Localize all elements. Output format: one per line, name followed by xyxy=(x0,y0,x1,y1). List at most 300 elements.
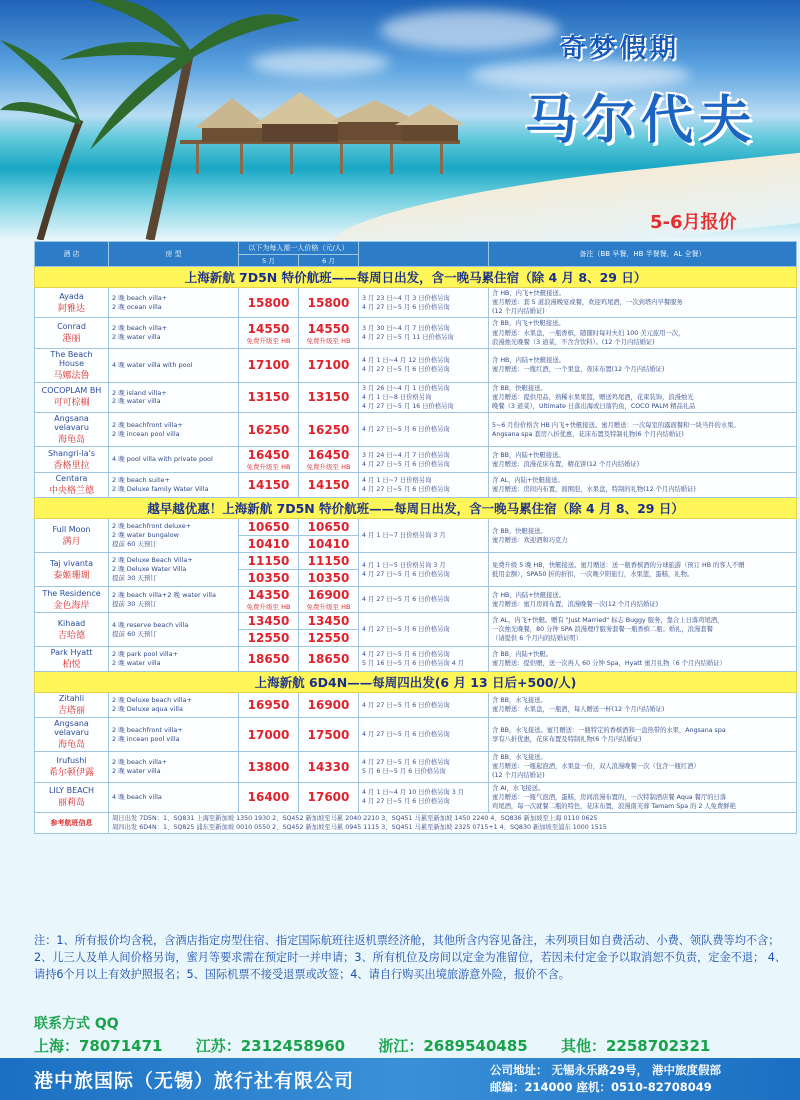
price-early xyxy=(299,536,359,553)
date-line: 3 月 26 日~4 月 1 日价格另询 xyxy=(362,384,450,392)
price-may xyxy=(239,718,299,752)
hero-banner xyxy=(0,0,800,240)
section-header xyxy=(35,672,797,693)
price-early xyxy=(239,630,299,647)
note-line: 蜜月赠送：一瓶起泡酒，水果盘一份，双人浪漫晚餐一次（包含一瓶红酒） xyxy=(492,763,700,771)
hotel-name-cn: 阿雅达 xyxy=(57,303,85,314)
price-value: 14350 xyxy=(247,588,290,603)
notes-cell xyxy=(489,782,797,812)
price-may xyxy=(239,382,299,412)
flight-ref-lines xyxy=(109,812,797,833)
table-row xyxy=(35,718,797,752)
room-line: 2 晚 Deluxe family Water Villa xyxy=(112,485,209,494)
date-line: 4 月 27 日~5 月 6 日价格另询 xyxy=(362,798,450,806)
date-line: 4 月 27 日~5 月 6 日价格另询 xyxy=(362,651,450,658)
room-line: 2 晚 water villa xyxy=(112,766,161,775)
note-line: 浪漫烛光晚餐（3 道菜，不含含饮料）。(12 个月内结婚证) xyxy=(492,338,655,346)
price-note: 免费升级至 HB xyxy=(246,336,291,345)
price-may xyxy=(239,519,299,536)
hotel-name-en: Taj vivanta xyxy=(50,558,93,568)
notes-cell xyxy=(489,318,797,348)
hotel-name-en: Conrad xyxy=(57,322,86,332)
date-line: 4 月 27 日~5 月 16 日价格另询 xyxy=(362,403,454,410)
date-line: 4 月 27 日~5 月 6 日价格另询 xyxy=(362,570,450,578)
date-line: 4 月 1 日~4 月 12 日价格另询 xyxy=(362,357,450,365)
date-line: 4 月 1 日~5 日价格另询 3 月 xyxy=(362,561,446,569)
note-line: 含 BB，快艇接送。 xyxy=(492,527,547,535)
room-line: 2 晚 park pool villa+ xyxy=(112,650,179,659)
dates-cell xyxy=(359,693,489,718)
room-line: 4 晚 pool villa with private pool xyxy=(112,455,213,464)
note-line: 蜜月赠送：一瓶红酒，一个果盘，夜床布置(12 个月内结婚证) xyxy=(492,366,665,374)
price-may xyxy=(239,587,299,613)
brand-title: 奇梦假期 xyxy=(560,34,681,64)
col-notes: 备注（BB 早餐，HB 半餐餐，AL 全餐） xyxy=(489,242,797,267)
note-line: 含 HB，内陆+快艇接送。 xyxy=(492,357,566,365)
room-cell xyxy=(109,553,239,587)
price-value: 16250 xyxy=(307,422,350,437)
price-value: 16450 xyxy=(247,448,290,463)
price-may xyxy=(239,613,299,630)
hotel-name-cn: 港丽 xyxy=(62,334,81,345)
contact-heading: 联系方式 QQ xyxy=(34,1016,119,1032)
price-jun xyxy=(299,613,359,630)
room-line: 4 晚 reserve beach villa xyxy=(112,620,189,629)
note-line: 一次烛光晚餐，80 分钟 SPA 浪漫理疗服务套餐一瓶香槟二瓶；婚礼，浪漫套餐 xyxy=(492,626,713,634)
price-value: 17100 xyxy=(247,358,290,373)
price-value: 11150 xyxy=(247,554,290,569)
table-row xyxy=(35,693,797,718)
note-line: 蜜月赠送：房间内布置，面围泡，水果盘，特制的礼物(12 个月内结婚证) xyxy=(492,486,696,494)
price-note: 免费升级至 HB xyxy=(306,336,351,345)
hotel-cell xyxy=(35,587,109,613)
col-dates xyxy=(359,242,489,267)
notes-cell xyxy=(489,647,797,672)
price-jun xyxy=(299,288,359,318)
price-value: 16900 xyxy=(307,588,350,603)
room-line: 2 晚 Deluxe Water Villa xyxy=(112,565,187,574)
hotel-name-cn: 海龟岛 xyxy=(57,740,85,751)
hotel-cell xyxy=(35,348,109,382)
price-may xyxy=(239,318,299,348)
flight-ref-row xyxy=(35,812,797,833)
note-line: 含 BB，水飞接送。蜜月赠送：一瓶特定的香槟酒和一盘热带的水果，Angsana spa xyxy=(492,726,726,734)
hotel-name-cn: 满月 xyxy=(62,536,81,547)
price-note: 免费升级至 HB xyxy=(246,603,291,612)
note-line: (12 个月内结婚证) xyxy=(492,308,545,316)
notes-cell xyxy=(489,382,797,412)
contact-row xyxy=(34,1035,794,1056)
note-line: 蜜月赠送：欢迎酒和巧克力 xyxy=(492,536,568,544)
room-line: 4 晚 water villa with pool xyxy=(112,360,193,369)
price-value: 10350 xyxy=(307,571,350,586)
hotel-name-cn: 海龟岛 xyxy=(57,435,85,446)
dates-cell xyxy=(359,718,489,752)
room-cell xyxy=(109,587,239,613)
table-row xyxy=(35,318,797,348)
price-jun xyxy=(299,752,359,782)
price-value: 13450 xyxy=(307,614,350,629)
note-line: 免费升级 5 晚 HB，快艇接送。蜜月赠送：送一瓶香槟酒的分球旅游（预订 HB 的客人不赠 xyxy=(492,561,745,569)
dates-cell xyxy=(359,473,489,498)
dates-cell xyxy=(359,613,489,647)
room-cell xyxy=(109,647,239,672)
hotel-cell xyxy=(35,473,109,498)
note-line: 含 BB，水飞接送。 xyxy=(492,754,547,762)
note-line: 蜜月赠送：水果盘，一瓶酒，每人赠送一杯(12 个月内结婚证) xyxy=(492,706,665,714)
notes-cell xyxy=(489,519,797,553)
note-line: 含 BB，内陆+快艇接送。 xyxy=(492,451,565,459)
destination-title: 马尔代夫 xyxy=(525,90,758,151)
table-row xyxy=(35,447,797,473)
price-may xyxy=(239,647,299,672)
hotel-name-en: Angsana velavaru xyxy=(54,719,89,738)
hotel-cell xyxy=(35,447,109,473)
price-may xyxy=(239,413,299,447)
notes-cell xyxy=(489,473,797,498)
address-line: 公司地址： 无锡永乐路29号， 港中旅度假部 xyxy=(490,1063,722,1077)
room-line: 2 晚 beachfront villa+ xyxy=(112,420,183,429)
price-jun xyxy=(299,382,359,412)
hotel-cell xyxy=(35,693,109,718)
price-jun xyxy=(299,413,359,447)
price-value: 16400 xyxy=(247,790,290,805)
price-may xyxy=(239,553,299,570)
price-jun xyxy=(299,519,359,536)
date-line: 4 月 27 日~5 月 6 日价格另询 xyxy=(362,486,450,494)
hotel-name-cn: 丽莉岛 xyxy=(57,798,85,809)
date-line: 4 月 27 日~5 月 6 日价格另询 xyxy=(362,731,450,739)
room-line: 2 晚 water villa xyxy=(112,333,161,342)
hotel-name-cn: 中央格兰德 xyxy=(48,486,94,497)
table-row xyxy=(35,382,797,412)
price-value: 13150 xyxy=(247,390,290,405)
price-value: 16250 xyxy=(247,422,290,437)
col-room: 房 型 xyxy=(109,242,239,267)
table-row xyxy=(35,587,797,613)
hotel-name-cn: 马娜法鲁 xyxy=(53,370,90,381)
notes-cell xyxy=(489,693,797,718)
hotel-name-en: Kihaad xyxy=(57,618,86,628)
col-may: 5 月 xyxy=(239,255,299,267)
price-value: 17500 xyxy=(307,727,350,742)
date-line: 5 月 16 日~5 月 6 日价格另询 4 月 xyxy=(362,660,465,668)
price-value: 10650 xyxy=(247,520,290,535)
dates-cell xyxy=(359,519,489,553)
room-cell xyxy=(109,348,239,382)
company-address xyxy=(490,1062,721,1096)
price-jun xyxy=(299,473,359,498)
price-note: 免费升级至 HB xyxy=(246,463,291,472)
col-price-group: 以下为每人需一人价格（元/人） xyxy=(239,242,359,255)
flight-line: 周日出发 7D5N：1、SQ831 上海至新加坡 1350 1930 2、SQ452 新加坡至马累 2040 2210 3、SQ451 马累至新加坡 1450 2240 4、SQ836 新加坡至上海 0110 0625 xyxy=(112,814,598,822)
contact-jiangsu: 江苏：2312458960 xyxy=(195,1037,346,1055)
price-may xyxy=(239,693,299,718)
date-line: 4 月 1 日~7 日价格另询 3 月 xyxy=(362,532,446,540)
price-value: 13150 xyxy=(307,390,350,405)
price-value: 14550 xyxy=(247,321,290,336)
price-value: 18650 xyxy=(247,652,290,667)
dates-cell xyxy=(359,752,489,782)
price-early xyxy=(299,630,359,647)
table-row xyxy=(35,413,797,447)
hotel-name-en: Ayada xyxy=(59,291,84,301)
hotel-name-cn: 泰姬珊瑚 xyxy=(53,570,90,581)
room-line: 2 晚 Deluxe beach villa+ xyxy=(112,696,192,705)
price-note: 免费升级至 HB xyxy=(306,463,351,472)
price-may xyxy=(239,473,299,498)
price-jun xyxy=(299,587,359,613)
hotel-name-cn: 可可棕榈 xyxy=(53,398,90,409)
room-line: 2 晚 beach villa+ xyxy=(112,324,168,333)
price-jun xyxy=(299,718,359,752)
notes-cell xyxy=(489,613,797,647)
company-name: 港中旅国际（无锡）旅行社有限公司 xyxy=(34,1070,355,1092)
note-line: 蜜月赠送：水果盘，一瓶香槟，随随时每对夫妇 100 美元旅用一次， xyxy=(492,329,685,337)
dates-cell xyxy=(359,288,489,318)
price-value: 17100 xyxy=(307,358,350,373)
price-value: 16900 xyxy=(307,698,350,713)
room-line: 提前 60 天预订 xyxy=(112,629,157,638)
price-jun xyxy=(299,447,359,473)
hotel-name-en: Park Hyatt xyxy=(50,648,93,658)
date-line: 4 月 27 日~5 月 6 日价格另询 xyxy=(362,596,450,604)
price-value: 12550 xyxy=(247,631,290,646)
notes-cell xyxy=(489,752,797,782)
table-row xyxy=(35,473,797,498)
date-line: 4 月 27 日~5 月 6 日价格另询 xyxy=(362,303,450,311)
room-cell xyxy=(109,752,239,782)
notes-cell xyxy=(489,413,797,447)
table-row xyxy=(35,647,797,672)
section-header xyxy=(35,267,797,288)
note-line: 含 AL，内飞+快艇。赠有 "Just Married" 标志 Buggy 服务，靠合上日落鸡尾酒， xyxy=(492,616,724,624)
hotel-name-en: Centara xyxy=(55,474,88,484)
room-cell xyxy=(109,613,239,647)
price-value: 17000 xyxy=(247,727,290,742)
room-cell xyxy=(109,288,239,318)
col-june: 6 月 xyxy=(299,255,359,267)
hotel-name-en: Full Moon xyxy=(52,524,91,534)
hotel-name-en: Shangri-la's xyxy=(47,448,96,458)
table-row xyxy=(35,782,797,812)
price-value: 14330 xyxy=(307,759,350,774)
date-line: 5 月 6 日~5 月 6 日价格另询 xyxy=(362,767,446,775)
room-line: 2 晚 water villa xyxy=(112,397,161,406)
price-value: 15800 xyxy=(307,295,350,310)
note-line: 含 BB，内陆+快艇。 xyxy=(492,651,553,658)
hotel-cell xyxy=(35,718,109,752)
room-line: 2 晚 water bungalow xyxy=(112,531,179,540)
date-line: 4 月 27 日~5 月 6 日价格另询 xyxy=(362,426,450,434)
room-line: 2 晚 beach villa+ xyxy=(112,293,168,302)
room-line: 2 晚 beach suite+ xyxy=(112,476,170,485)
table-row xyxy=(35,752,797,782)
room-line: 2 晚 incean pool villa xyxy=(112,734,180,743)
table-row xyxy=(35,348,797,382)
footer-bar xyxy=(0,1058,800,1100)
section-title: 越早越优惠！上海新航 7D5N 特价航班——每周日出发，含一晚马累住宿（除 4 月 8、29 日） xyxy=(35,498,797,519)
price-jun xyxy=(299,693,359,718)
room-cell xyxy=(109,693,239,718)
remark-text: 注：1、所有报价均含税，含酒店指定房型住宿、指定国际航班往返机票经济舱，其他所含内容见备注，未列项目如自费活动、小费、领队费等均不含； 2、儿三人及单人间价格另询，蜜月等要求需在预定时一并申请；3、所有机位及房间以定金为准留位，若因未付定金予以取消恕不负责，定金不退； 4、请持6个月以上有效护照报名；5、国际机票不接受退票或改签；4、请自行购买出境旅游意外险，报价不含。 xyxy=(34,934,787,981)
dates-cell xyxy=(359,647,489,672)
hotel-name-cn: 金色海岸 xyxy=(53,600,90,611)
price-jun xyxy=(299,647,359,672)
hotel-cell xyxy=(35,519,109,553)
price-may xyxy=(239,782,299,812)
contact-shanghai: 上海：78071471 xyxy=(34,1037,163,1055)
note-line: 晚餐（3 道菜），Ultimate 日落出海或日落钓鱼，COCO PALM 精品礼品 xyxy=(492,403,696,410)
hotel-name-en: Zitahli xyxy=(58,694,85,704)
hotel-name-cn: 香格里拉 xyxy=(53,460,90,471)
date-line: 3 月 24 日~4 月 7 日价格另询 xyxy=(362,451,450,459)
room-line: 提前 30 天预订 xyxy=(112,599,157,608)
hotel-name-en: The Beach House xyxy=(50,349,93,368)
price-value: 16950 xyxy=(247,698,290,713)
hotel-cell xyxy=(35,382,109,412)
dates-cell xyxy=(359,318,489,348)
table-row xyxy=(35,553,797,570)
room-line: 4 晚 beach villa xyxy=(112,792,162,801)
hotel-name-en: Angsana velavaru xyxy=(54,414,89,433)
date-line: 3 月 30 日~4 月 7 日价格另询 xyxy=(362,324,450,332)
postal-line: 邮编：214000 座机：0510-82708049 xyxy=(490,1080,712,1094)
dates-cell xyxy=(359,382,489,412)
room-line: 提前 30 天预订 xyxy=(112,574,157,582)
dates-cell xyxy=(359,587,489,613)
price-jun xyxy=(299,782,359,812)
room-cell xyxy=(109,447,239,473)
price-may xyxy=(239,752,299,782)
room-line: 2 晚 beachfront deluxe+ xyxy=(112,522,192,531)
price-value: 11150 xyxy=(307,554,350,569)
note-line: 含 BB，水飞接送。 xyxy=(492,697,547,704)
note-line: Angsana spa 套房八折优惠，花床布置及特制礼物(6 个月内结婚证) xyxy=(492,430,684,438)
notes-cell xyxy=(489,447,797,473)
price-value: 13800 xyxy=(247,759,290,774)
price-value: 10350 xyxy=(247,571,290,586)
date-line: 4 月 27 日~5 月 11 日价格另询 xyxy=(362,334,454,342)
room-cell xyxy=(109,413,239,447)
hotel-name-cn: 希尔顿伊露 xyxy=(48,767,94,778)
room-line: 2 晚 ocean villa xyxy=(112,302,162,311)
note-line: （请提供 6 个月内的结婚证明） xyxy=(492,635,582,643)
price-jun xyxy=(299,348,359,382)
room-cell xyxy=(109,473,239,498)
price-early xyxy=(299,570,359,587)
dates-cell xyxy=(359,413,489,447)
note-line: 含 AI，水飞接送。 xyxy=(492,784,545,792)
date-line: 4 月 27 日~5 月 6 日价格另询 xyxy=(362,626,450,634)
flight-line: 周四出发 6D4N：1、SQ825 浦东至新加坡 0010 0550 2、SQ452 新加坡至马累 0945 1115 3、SQ451 马累至新加坡 2325 0715+1 4、SQ830 新加坡至浦东 1000 1515 xyxy=(112,824,607,831)
note-line: 蜜月赠送：套 5 道浪漫晚宴或餐，欢迎鸡尾酒，一次到塔内早餐服务 xyxy=(492,299,683,307)
price-value: 15800 xyxy=(247,295,290,310)
section-title: 上海新航 6D4N——每周四出发(6 月 13 日后+500/人) xyxy=(35,672,797,693)
hotel-cell xyxy=(35,647,109,672)
price-value: 14150 xyxy=(247,478,290,493)
note-line: 含 HB，内陆+快艇接送。 xyxy=(492,591,566,599)
room-line: 2 晚 Deluxe Beach Villa+ xyxy=(112,556,193,565)
table-row xyxy=(35,288,797,318)
notes-cell xyxy=(489,348,797,382)
room-line: 2 晚 incean pool villa xyxy=(112,429,180,438)
date-line: 4 月 1 日~7 日价格另询 xyxy=(362,477,432,484)
note-line: 蜜月赠送：浪漫花床布置，精花饼(12 个月内结婚证) xyxy=(492,460,640,468)
note-line: 鸡尾酒，每一次就餐二瓶的特色，花床布置，浪漫南芙蓉 Tamam Spa 的 2 人免费鲜艳 xyxy=(492,802,736,810)
room-line: 2 晚 island villa+ xyxy=(112,388,167,397)
hotel-name-en: Irufushi xyxy=(56,755,87,765)
date-line: 4 月 27 日~5 月 6 日价格另询 xyxy=(362,701,450,709)
flight-ref-label: 参考航班信息 xyxy=(35,812,109,833)
hotel-cell xyxy=(35,318,109,348)
price-period: 5-6月报价 xyxy=(650,212,737,233)
room-line: 2 晚 beach villa+2 晚 water villa xyxy=(112,590,216,599)
room-cell xyxy=(109,318,239,348)
contact-other: 其他：2258702321 xyxy=(560,1037,711,1055)
note-line: 5~6 月份价格含 HB 内飞+快艇接送。蜜月赠送：一次每室的露面餐和一块当件的水果。 xyxy=(492,421,740,429)
price-may xyxy=(239,288,299,318)
price-value: 13450 xyxy=(247,614,290,629)
notes-cell xyxy=(489,553,797,587)
section-header xyxy=(35,498,797,519)
note-line: 蜜月赠送：提供用品，熟稀水果果篮，赠送鸡尾酒，花束装饰，浪漫烛光 xyxy=(492,393,694,401)
room-cell xyxy=(109,382,239,412)
dates-cell xyxy=(359,348,489,382)
date-line: 4 月 27 日~5 月 6 日价格另询 xyxy=(362,460,450,468)
price-note: 免费升级至 HB xyxy=(306,603,351,612)
room-line: 2 晚 Deluxe aqua villa xyxy=(112,705,183,714)
note-line: 享有八折优惠，花床布置及特制礼物(6 个月内结婚证) xyxy=(492,735,642,743)
date-line: 4 月 1 日~4 月 10 日价格另询 3 月 xyxy=(362,789,465,797)
note-line: 含 BB，快艇接送。 xyxy=(492,384,547,392)
notes-cell xyxy=(489,288,797,318)
hotel-cell xyxy=(35,613,109,647)
dates-cell xyxy=(359,447,489,473)
table-row xyxy=(35,613,797,630)
date-line: 4 月 27 日~5 月 6 日价格另询 xyxy=(362,758,450,766)
note-line: 蜜月赠送：提供赠，送一次再人 60 分钟 Spa，Hyatt 蜜月礼物（6 个月内结婚证） xyxy=(492,660,726,668)
room-line: 2 晚 beach villa+ xyxy=(112,758,168,767)
room-line: 2 晚 beachfront villa+ xyxy=(112,725,183,734)
room-cell xyxy=(109,519,239,553)
price-value: 10650 xyxy=(307,520,350,535)
note-line: 蜜月赠送：一瓶气泡酒，蛋糕，房间浪漫布置的，一次特制酒店餐 Aqua 餐厅的日落 xyxy=(492,793,727,801)
price-value: 16450 xyxy=(307,448,350,463)
price-may xyxy=(239,348,299,382)
price-jun xyxy=(299,318,359,348)
note-line: 含 BB，内飞+快艇接送。 xyxy=(492,320,565,328)
price-value: 18650 xyxy=(307,652,350,667)
hotel-name-cn: 吉哈德 xyxy=(57,630,85,641)
note-line: (12 个月内结婚证) xyxy=(492,772,545,780)
date-line: 3 月 23 日~4 月 3 日价格另询 xyxy=(362,294,450,302)
notes-cell xyxy=(489,718,797,752)
hotel-cell xyxy=(35,288,109,318)
price-value: 12550 xyxy=(307,631,350,646)
hotel-name-en: COCOPLAM BH xyxy=(41,386,102,396)
hotel-name-en: The Residence xyxy=(42,588,101,598)
hotel-name-cn: 柏悦 xyxy=(62,660,81,671)
date-line: 4 月 1 日~8 日价格另询 xyxy=(362,393,432,401)
price-may xyxy=(239,447,299,473)
price-early xyxy=(239,536,299,553)
note-line: 蜜月赠送：蜜月房间布置，浪漫晚餐一次(12 个月内结婚证) xyxy=(492,600,659,608)
price-jun xyxy=(299,553,359,570)
price-value: 10410 xyxy=(307,537,350,552)
dates-cell xyxy=(359,553,489,587)
price-value: 14550 xyxy=(307,321,350,336)
